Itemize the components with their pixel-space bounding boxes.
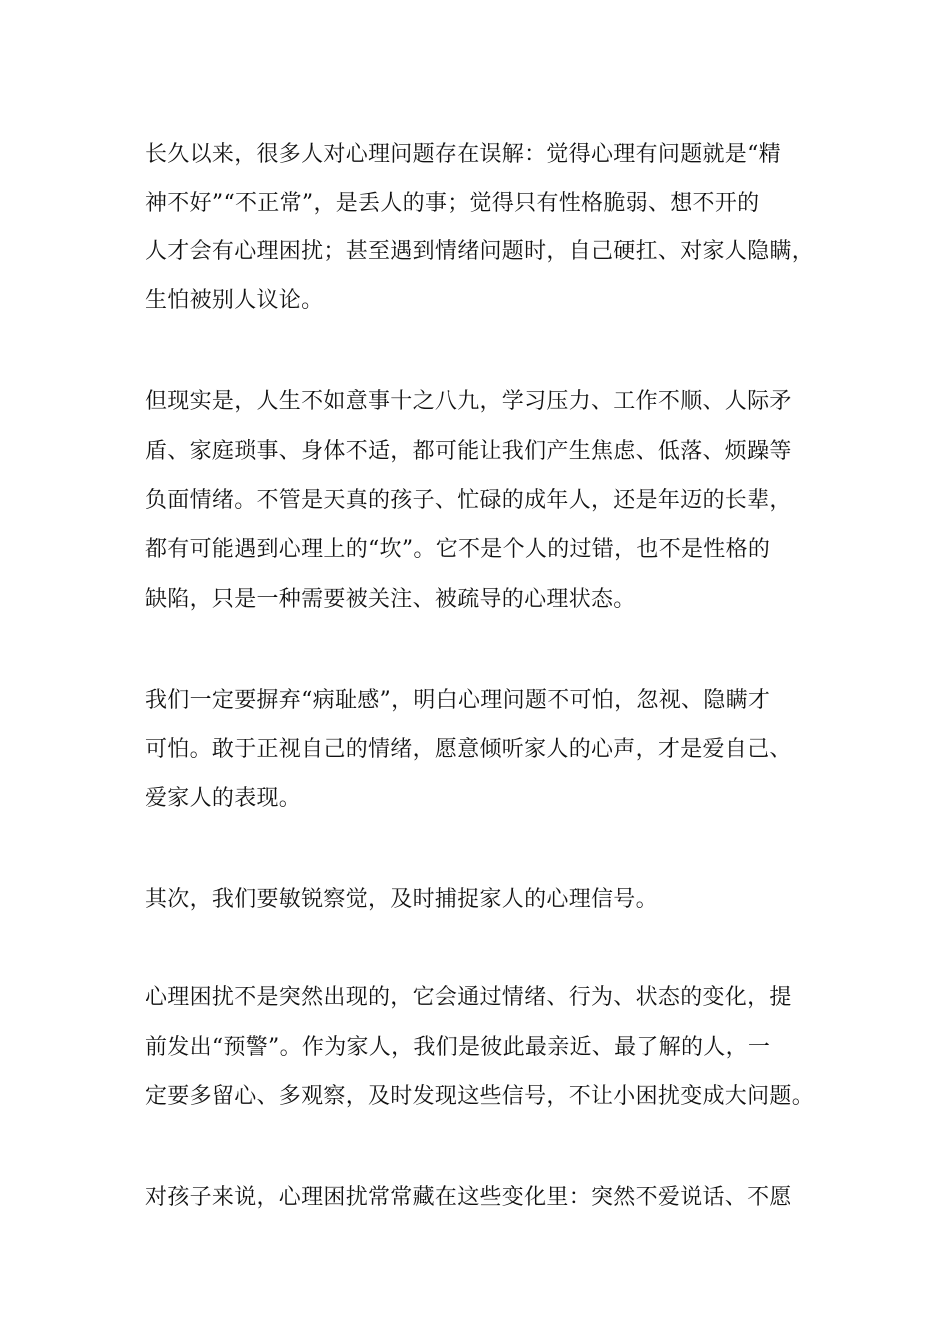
paragraph-1-line-4: 生怕被别人议论。: [145, 288, 324, 313]
paragraph-2-line-3: 负面情绪。不管是天真的孩子、忙碌的成年人，还是年迈的长辈，: [145, 488, 792, 513]
paragraph-3-line-2: 可怕。敢于正视自己的情绪，愿意倾听家人的心声，才是爱自己、: [145, 737, 792, 762]
paragraph-1-line-1: 长久以来，很多人对心理问题存在误解：觉得心理有问题就是“精: [145, 142, 781, 167]
paragraph-3-line-3: 爱家人的表现。: [145, 786, 302, 811]
paragraph-2-line-5: 缺陷，只是一种需要被关注、被疏导的心理状态。: [145, 587, 636, 612]
paragraph-1-line-2: 神不好”“不正常”，是丢人的事；觉得只有性格脆弱、想不开的: [145, 191, 760, 216]
paragraph-1-line-3: 人才会有心理困扰；甚至遇到情绪问题时，自己硬扛、对家人隐瞒，: [145, 239, 815, 264]
paragraph-5-line-3: 定要多留心、多观察，及时发现这些信号，不让小困扰变成大问题。: [145, 1084, 815, 1109]
paragraph-6-line-1: 对孩子来说，心理困扰常常藏在这些变化里：突然不爱说话、不愿: [145, 1185, 792, 1210]
paragraph-3-line-1: 我们一定要摒弃“病耻感”，明白心理问题不可怕，忽视、隐瞒才: [145, 688, 771, 713]
paragraph-2-line-1: 但现实是，人生不如意事十之八九，学习压力、工作不顺、人际矛: [145, 389, 792, 414]
paragraph-2-line-4: 都有可能遇到心理上的“坎”。它不是个人的过错，也不是性格的: [145, 537, 771, 562]
paragraph-5-line-2: 前发出“预警”。作为家人，我们是彼此最亲近、最了解的人，一: [145, 1035, 771, 1060]
paragraph-5-line-1: 心理困扰不是突然出现的，它会通过情绪、行为、状态的变化，提: [145, 985, 792, 1010]
paragraph-2-line-2: 盾、家庭琐事、身体不适，都可能让我们产生焦虑、低落、烦躁等: [145, 439, 792, 464]
paragraph-4-line-1: 其次，我们要敏锐察觉，及时捕捉家人的心理信号。: [145, 887, 658, 912]
